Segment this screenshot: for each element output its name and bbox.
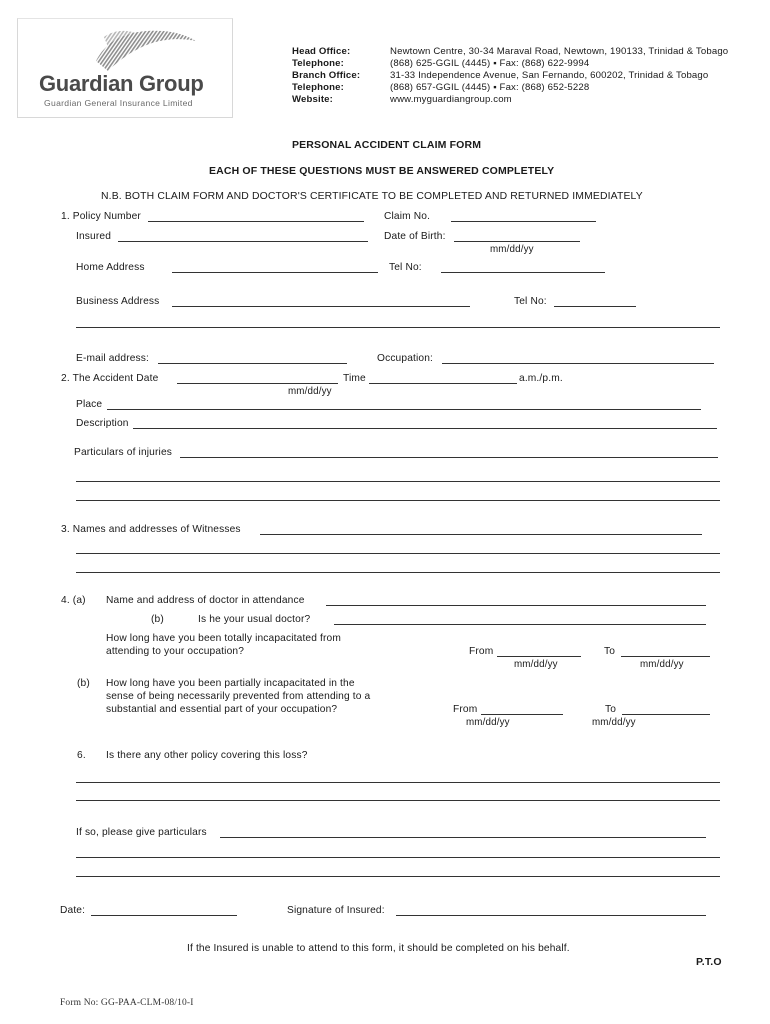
branch-office-label: Branch Office: [292,70,361,81]
q5b-question-line-3: substantial and essential part of your occupation? [106,704,338,715]
place-field[interactable] [107,409,701,410]
description-field[interactable] [133,428,717,429]
tel-no-field[interactable] [441,272,605,273]
doctor-label: Name and address of doctor in attendance [106,595,305,606]
dob-format-hint: mm/dd/yy [490,244,534,255]
particulars-injuries-line-3[interactable] [76,500,720,501]
q5b-question-line-2: sense of being necessarily prevented from attending to a [106,691,371,702]
witnesses-line-3[interactable] [76,572,720,573]
business-address-field[interactable] [172,306,470,307]
q5b-to-field[interactable] [622,714,710,715]
form-note: N.B. BOTH CLAIM FORM AND DOCTOR'S CERTIFICATE TO BE COMPLETED AND RETURNED IMMEDIATELY [101,191,643,202]
q5b-to-label: To [605,704,617,715]
q5a-question-line-2: attending to your occupation? [106,646,245,657]
accident-date-field[interactable] [177,383,338,384]
usual-doctor-field[interactable] [334,624,706,625]
head-office-address: Newtown Centre, 30-34 Maraval Road, Newtown, 190133, Trinidad & Tobago [390,46,729,57]
q5a-from-field[interactable] [497,656,581,657]
if-so-particulars-label: If so, please give particulars [76,827,207,838]
q5a-from-format-hint: mm/dd/yy [514,659,558,670]
occupation-label: Occupation: [377,353,434,364]
occupation-field[interactable] [442,363,714,364]
email-field[interactable] [158,363,347,364]
q4-number: 4. (a) [61,595,86,606]
q5a-from-label: From [469,646,494,657]
particulars-injuries-line-2[interactable] [76,481,720,482]
business-address-label: Business Address [76,296,160,307]
q5b-question-line-1: How long have you been partially incapacitated in the [106,678,355,689]
q5b-from-label: From [453,704,478,715]
date-of-birth-field[interactable] [454,241,580,242]
company-logo [17,18,233,118]
date-label: Date: [60,905,86,916]
home-address-field[interactable] [172,272,378,273]
website-label: Website: [292,94,334,105]
business-address-line-2[interactable] [76,327,720,328]
email-label: E-mail address: [76,353,150,364]
telephone2-value: (868) 657-GGIL (4445) ▪ Fax: (868) 652-5228 [390,82,590,93]
insured-field[interactable] [118,241,368,242]
q4b-number: (b) [151,614,164,625]
other-policy-line-1[interactable] [76,782,720,783]
accident-date-label: 2. The Accident Date [61,373,159,384]
date-of-birth-label: Date of Birth: [384,231,446,242]
form-instruction: EACH OF THESE QUESTIONS MUST BE ANSWERED COMPLETELY [209,165,555,177]
accident-time-field[interactable] [369,383,517,384]
logo-subtitle: Guardian General Insurance Limited [44,98,193,108]
footer-note: If the Insured is unable to attend to this form, it should be completed on his behalf. [187,943,570,954]
head-office-label: Head Office: [292,46,351,57]
q5a-to-label: To [604,646,616,657]
insured-label: Insured [76,231,112,242]
signature-label: Signature of Insured: [287,905,385,916]
website-link[interactable]: www.myguardiangroup.com [390,94,512,105]
ampm-label: a.m./p.m. [519,373,563,384]
q6-number: 6. [77,750,86,761]
q5b-from-format-hint: mm/dd/yy [466,717,510,728]
accident-date-format-hint: mm/dd/yy [288,386,332,397]
doctor-field[interactable] [326,605,706,606]
witnesses-label: 3. Names and addresses of Witnesses [61,524,241,535]
q5a-to-format-hint: mm/dd/yy [640,659,684,670]
other-policy-line-2[interactable] [76,800,720,801]
form-title: PERSONAL ACCIDENT CLAIM FORM [292,139,482,151]
date-field[interactable] [91,915,237,916]
accident-time-label: Time [343,373,366,384]
if-so-particulars-line-3[interactable] [76,876,720,877]
form-number: Form No: GG-PAA-CLM-08/10-I [60,998,194,1008]
particulars-injuries-label: Particulars of injuries [74,447,173,458]
witnesses-line-2[interactable] [76,553,720,554]
logo-name: Guardian Group [39,71,204,96]
place-label: Place [76,399,103,410]
policy-number-field[interactable] [148,221,364,222]
usual-doctor-label: Is he your usual doctor? [198,614,311,625]
telephone2-label: Telephone: [292,82,344,93]
business-tel-field[interactable] [554,306,636,307]
particulars-injuries-field[interactable] [180,457,718,458]
if-so-particulars-line-2[interactable] [76,857,720,858]
q5b-to-format-hint: mm/dd/yy [592,717,636,728]
q5b-from-field[interactable] [481,714,563,715]
logo-wave-icon [78,27,198,73]
claim-no-label: Claim No. [384,211,431,222]
q5a-to-field[interactable] [621,656,710,657]
if-so-particulars-field[interactable] [220,837,706,838]
q5b-number: (b) [77,678,90,689]
business-tel-label: Tel No: [514,296,547,307]
witnesses-field[interactable] [260,534,702,535]
policy-number-label: 1. Policy Number [61,211,141,222]
branch-office-address: 31-33 Independence Avenue, San Fernando, 600202, Trinidad & Tobago [390,70,709,81]
telephone-label: Telephone: [292,58,344,69]
description-label: Description [76,418,129,429]
pto-label: P.T.O [696,956,722,968]
home-address-label: Home Address [76,262,145,273]
telephone-value: (868) 625-GGIL (4445) ▪ Fax: (868) 622-9994 [390,58,590,69]
signature-field[interactable] [396,915,706,916]
q5a-question-line-1: How long have you been totally incapacitated from [106,633,342,644]
claim-no-field[interactable] [451,221,596,222]
tel-no-label: Tel No: [389,262,422,273]
other-policy-label: Is there any other policy covering this loss? [106,750,308,761]
